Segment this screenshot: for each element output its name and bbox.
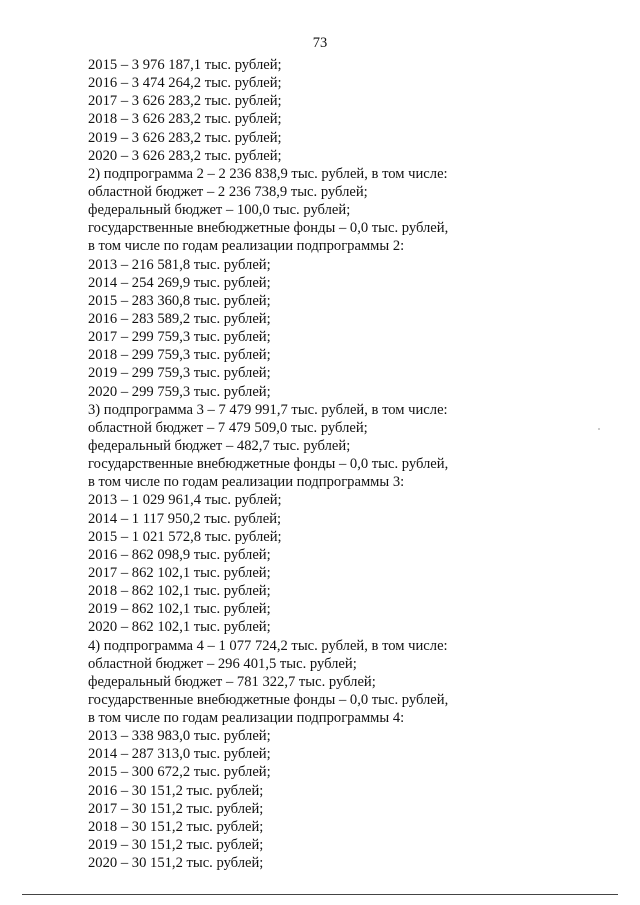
text-line: 2016 – 283 589,2 тыс. рублей;: [88, 310, 271, 327]
text-line: 2019 – 3 626 283,2 тыс. рублей;: [88, 129, 282, 146]
text-line: 2015 – 1 021 572,8 тыс. рублей;: [88, 528, 282, 545]
text-line: 2020 – 3 626 283,2 тыс. рублей;: [88, 147, 282, 164]
text-line: 2016 – 862 098,9 тыс. рублей;: [88, 546, 271, 563]
text-line: 2018 – 299 759,3 тыс. рублей;: [88, 347, 271, 364]
text-line: в том числе по годам реализации подпрограммы 2:: [88, 238, 405, 255]
text-line: 2014 – 254 269,9 тыс. рублей;: [88, 274, 271, 291]
text-line: в том числе по годам реализации подпрограммы 3:: [88, 474, 405, 491]
text-line: 2018 – 30 151,2 тыс. рублей;: [88, 818, 264, 835]
scan-speck: [598, 428, 600, 430]
text-line: областной бюджет – 296 401,5 тыс. рублей;: [88, 655, 357, 672]
text-line: 2019 – 30 151,2 тыс. рублей;: [88, 837, 264, 854]
text-line: 2014 – 287 313,0 тыс. рублей;: [88, 746, 271, 763]
text-line: 2015 – 300 672,2 тыс. рублей;: [88, 764, 271, 781]
text-line: 2) подпрограмма 2 – 2 236 838,9 тыс. рублей, в том числе:: [88, 165, 448, 182]
text-line: 2015 – 3 976 187,1 тыс. рублей;: [88, 57, 282, 73]
text-line: 4) подпрограмма 4 – 1 077 724,2 тыс. рублей, в том числе:: [88, 637, 448, 654]
text-line: 2014 – 1 117 950,2 тыс. рублей;: [88, 510, 282, 527]
text-line: в том числе по годам реализации подпрограммы 4:: [88, 710, 405, 727]
text-line: 2015 – 283 360,8 тыс. рублей;: [88, 292, 271, 309]
text-line: государственные внебюджетные фонды – 0,0 тыс. рублей,: [88, 220, 449, 237]
text-line: 2013 – 338 983,0 тыс. рублей;: [88, 728, 271, 745]
page-number: 73: [312, 35, 328, 51]
text-line: 2020 – 299 759,3 тыс. рублей;: [88, 383, 271, 400]
text-line: 2013 – 216 581,8 тыс. рублей;: [88, 256, 271, 273]
text-line: государственные внебюджетные фонды – 0,0 тыс. рублей,: [88, 456, 449, 473]
text-line: федеральный бюджет – 482,7 тыс. рублей;: [88, 437, 351, 454]
page-bottom-rule: [22, 894, 618, 895]
text-line: 2020 – 862 102,1 тыс. рублей;: [88, 619, 271, 636]
text-line: 2017 – 30 151,2 тыс. рублей;: [88, 800, 264, 817]
text-line: федеральный бюджет – 100,0 тыс. рублей;: [88, 202, 351, 219]
text-line: 2018 – 862 102,1 тыс. рублей;: [88, 583, 271, 600]
text-line: 2017 – 862 102,1 тыс. рублей;: [88, 564, 271, 581]
text-line: 2016 – 30 151,2 тыс. рублей;: [88, 782, 264, 799]
text-line: 2017 – 299 759,3 тыс. рублей;: [88, 329, 271, 346]
text-line: областной бюджет – 7 479 509,0 тыс. рублей;: [88, 419, 368, 436]
text-line: федеральный бюджет – 781 322,7 тыс. рублей;: [88, 673, 376, 690]
text-line: 2019 – 862 102,1 тыс. рублей;: [88, 601, 271, 618]
text-line: 2017 – 3 626 283,2 тыс. рублей;: [88, 93, 282, 110]
document-text: [88, 56, 478, 872]
text-line: 2020 – 30 151,2 тыс. рублей;: [88, 855, 264, 872]
text-line: областной бюджет – 2 236 738,9 тыс. рублей;: [88, 183, 368, 200]
text-line: 2016 – 3 474 264,2 тыс. рублей;: [88, 75, 282, 92]
text-line: 2013 – 1 029 961,4 тыс. рублей;: [88, 492, 282, 509]
text-line: государственные внебюджетные фонды – 0,0 тыс. рублей,: [88, 691, 449, 708]
text-line: 2019 – 299 759,3 тыс. рублей;: [88, 365, 271, 382]
text-line: 2018 – 3 626 283,2 тыс. рублей;: [88, 111, 282, 128]
text-line: 3) подпрограмма 3 – 7 479 991,7 тыс. рублей, в том числе:: [88, 401, 448, 418]
